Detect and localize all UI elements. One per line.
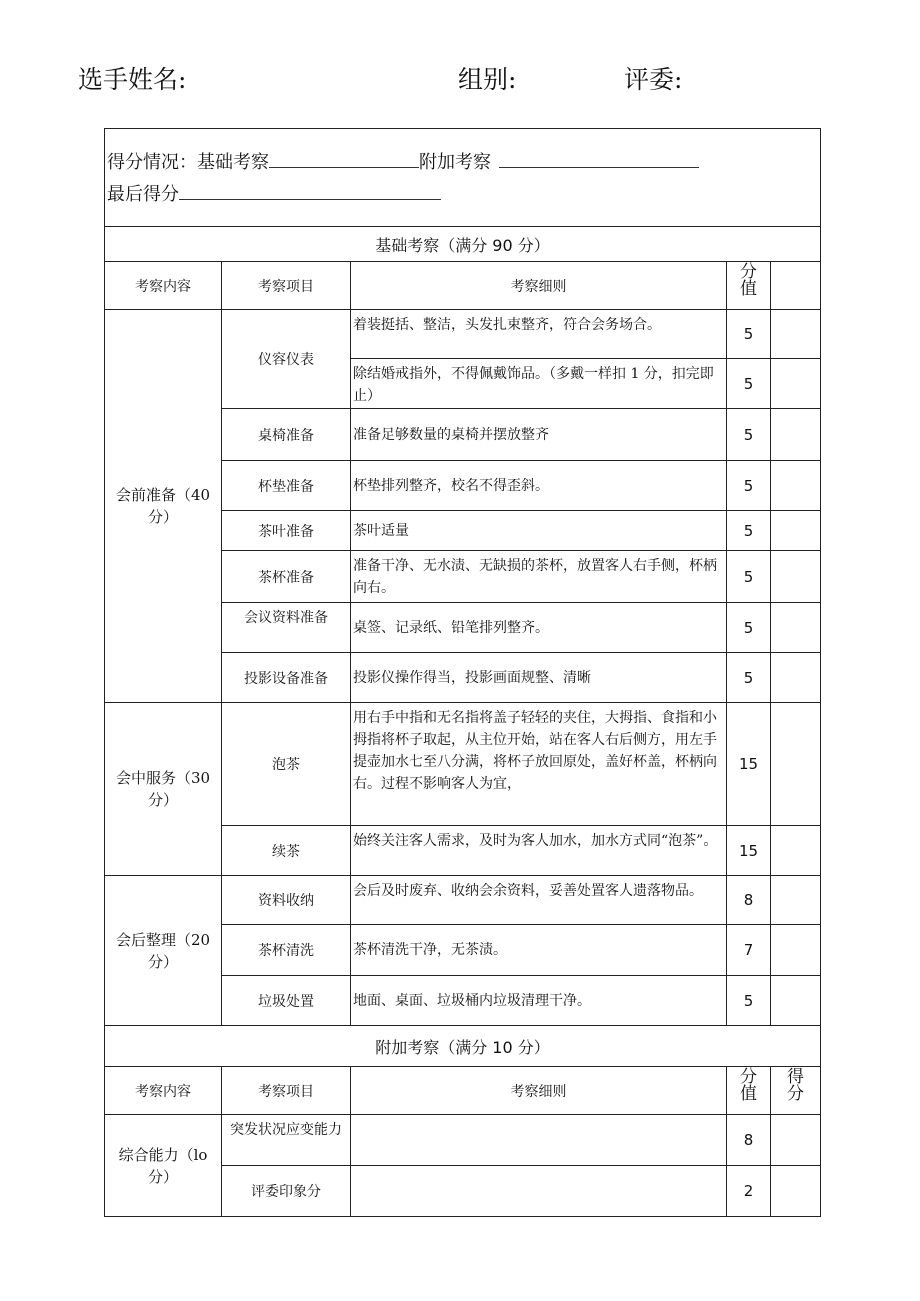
item-label: 泡茶: [222, 703, 351, 826]
final-score-field[interactable]: [179, 179, 441, 200]
item-label: 茶杯清洗: [222, 925, 351, 976]
extra-section-title: 附加考察（满分 10 分）: [105, 1026, 821, 1067]
header-content: 考察内容: [105, 1067, 222, 1115]
category-post-meeting: 会后整理（20 分）: [105, 876, 222, 1026]
score-summary-row: [105, 129, 821, 227]
item-label: 垃圾处置: [222, 976, 351, 1026]
table-row: [105, 310, 821, 359]
score-summary: [105, 129, 821, 227]
score-sheet-table: [104, 128, 821, 1217]
extra-score-label: 附加考察: [419, 152, 491, 173]
form-header: [78, 60, 858, 104]
detail-text: 会后及时废弃、收纳会余资料，妥善处置客人遗落物品。: [351, 876, 727, 925]
category-in-meeting: 会中服务（30 分）: [105, 703, 222, 876]
final-score-label: 最后得分: [107, 184, 179, 205]
detail-text: 准备干净、无水渍、无缺损的茶杯，放置客人右手侧，杯柄向右。: [351, 551, 727, 603]
basic-header-row: [105, 262, 821, 310]
item-label: 茶叶准备: [222, 511, 351, 551]
detail-text: 着装挺括、整洁，头发扎束整齐，符合会务场合。: [351, 310, 727, 359]
item-label: 茶杯准备: [222, 551, 351, 603]
item-label: 会议资料准备: [222, 603, 351, 653]
basic-section-title: 基础考察（满分 90 分）: [105, 227, 821, 262]
basic-score-label: 得分情况：基础考察: [107, 152, 269, 173]
score-input[interactable]: [771, 1115, 821, 1166]
header-got: [771, 262, 821, 310]
extra-header-row: [105, 1067, 821, 1115]
score-input[interactable]: [771, 703, 821, 826]
score-input[interactable]: [771, 310, 821, 359]
detail-text: 茶叶适量: [351, 511, 727, 551]
item-label: 仪容仪表: [222, 310, 351, 409]
item-label: 评委印象分: [222, 1166, 351, 1217]
table-row: [105, 876, 821, 925]
score-value: 5: [727, 511, 771, 551]
detail-text: 始终关注客人需求，及时为客人加水，加水方式同“泡茶”。: [351, 826, 727, 876]
item-label: 突发状况应变能力: [222, 1115, 351, 1166]
item-label: 资料收纳: [222, 876, 351, 925]
category-overall: 综合能力（lo 分）: [105, 1115, 222, 1217]
detail-text: 地面、桌面、垃圾桶内垃圾清理干净。: [351, 976, 727, 1026]
score-value: 5: [727, 310, 771, 359]
detail-text: 茶杯清洗干净，无茶渍。: [351, 925, 727, 976]
item-label: 投影设备准备: [222, 653, 351, 703]
header-score: 分 值: [727, 262, 771, 310]
header-detail: 考察细则: [351, 262, 727, 310]
detail-text: 用右手中指和无名指将盖子轻轻的夹住，大拇指、食指和小拇指将杯子取起，从主位开始，站在客人右后侧方，用左手提壶加水七至八分满，将杯子放回原处，盖好杯盖，杯柄向右。过程不影响客人为宜，: [351, 703, 727, 826]
score-value: 2: [727, 1166, 771, 1217]
score-input[interactable]: [771, 409, 821, 461]
score-value: 7: [727, 925, 771, 976]
table-row: [105, 703, 821, 826]
score-value: 15: [727, 703, 771, 826]
detail-text: 准备足够数量的桌椅并摆放整齐: [351, 409, 727, 461]
header-item: 考察项目: [222, 262, 351, 310]
score-input[interactable]: [771, 1166, 821, 1217]
category-pre-meeting: 会前准备（40 分）: [105, 310, 222, 703]
extra-score-field[interactable]: [499, 147, 699, 168]
detail-text: 杯垫排列整齐，校名不得歪斜。: [351, 461, 727, 511]
score-value: 5: [727, 409, 771, 461]
score-input[interactable]: [771, 653, 821, 703]
group-label: 组别:: [458, 65, 517, 94]
score-input[interactable]: [771, 359, 821, 409]
contestant-name-label: 选手姓名:: [78, 65, 187, 94]
score-input[interactable]: [771, 603, 821, 653]
score-value: 5: [727, 653, 771, 703]
detail-text: [351, 1115, 727, 1166]
score-value: 5: [727, 603, 771, 653]
detail-text: 除结婚戒指外，不得佩戴饰品。（多戴一样扣 1 分，扣完即止）: [351, 359, 727, 409]
score-input[interactable]: [771, 461, 821, 511]
score-value: 5: [727, 359, 771, 409]
header-item: 考察项目: [222, 1067, 351, 1115]
score-value: 15: [727, 826, 771, 876]
item-label: 续茶: [222, 826, 351, 876]
detail-text: 桌签、记录纸、铅笔排列整齐。: [351, 603, 727, 653]
score-value: 8: [727, 876, 771, 925]
score-input[interactable]: [771, 925, 821, 976]
header-score: 分 值: [727, 1067, 771, 1115]
header-detail: 考察细则: [351, 1067, 727, 1115]
score-value: 8: [727, 1115, 771, 1166]
score-input[interactable]: [771, 826, 821, 876]
score-value: 5: [727, 551, 771, 603]
item-label: 杯垫准备: [222, 461, 351, 511]
score-input[interactable]: [771, 551, 821, 603]
judge-label: 评委:: [624, 65, 683, 94]
header-content: 考察内容: [105, 262, 222, 310]
basic-score-field[interactable]: [269, 147, 419, 168]
score-input[interactable]: [771, 511, 821, 551]
detail-text: [351, 1166, 727, 1217]
score-value: 5: [727, 976, 771, 1026]
score-value: 5: [727, 461, 771, 511]
item-label: 桌椅准备: [222, 409, 351, 461]
score-input[interactable]: [771, 976, 821, 1026]
detail-text: 投影仪操作得当，投影画面规整、清晰: [351, 653, 727, 703]
header-got: 得 分: [771, 1067, 821, 1115]
score-input[interactable]: [771, 876, 821, 925]
table-row: [105, 1115, 821, 1166]
